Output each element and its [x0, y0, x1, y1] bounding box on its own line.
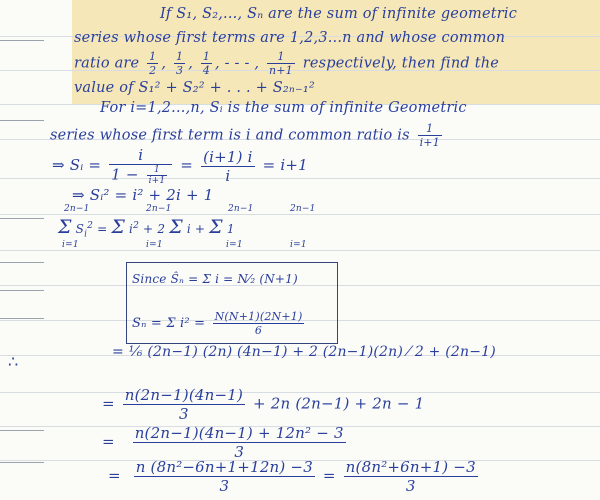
sum-expansion: 2n−1 Σ $S_i^2$ = 2n−1 Σ $i^2 + 2$ 2n−1 Σ i + 2n−1 Σ 1 i=1 i=1 i=1 i=1: [58, 204, 316, 250]
margin-tick: [0, 290, 44, 291]
si-fraction: i 1 − $\frac{1}{i+1}$: [109, 146, 172, 186]
solution-line-1: For i=1,2...,n, Sᵢ is the sum of infinite Geometric: [100, 100, 467, 116]
ruled-line: [0, 214, 600, 215]
margin-tick: [0, 430, 44, 431]
since-label: Since: [132, 272, 167, 286]
expansion-4b-fraction: $\frac{\text{n(8n²+6n+1) −3}}{3}$: [345, 458, 476, 495]
margin-tick: [0, 120, 44, 121]
margin-tick: [0, 318, 44, 319]
ruled-line: [0, 250, 600, 251]
margin-tick: [0, 40, 44, 41]
expansion-3-fraction: $\frac{\text{n(2n−1)(4n−1) + 12n² − 3}}{3}$: [134, 424, 344, 461]
question-line-4: value of S₁² + S₂² + . . . + S₂ₙ₋₁²: [74, 80, 315, 96]
expansion-2-fraction: $\frac{n(2n-1)(4n-1)}{3}$: [124, 386, 244, 423]
si-result: = i+1: [262, 156, 308, 174]
expansion-line-4: = $\frac{\text{n (8n²−6n+1+12n) −3}}{3}$ = $\frac{\text{n(8n²+6n+1) −3}}{3}$: [108, 458, 476, 495]
solution-line-2: [50, 122, 445, 149]
expansion-4a-fraction: $\frac{\text{n (8n²−6n+1+12n) −3}}{3}$: [135, 458, 313, 495]
sn-lhs: Sₙ = Σ i² =: [132, 316, 206, 331]
ratio-suffix: respectively, then find the: [302, 55, 500, 72]
therefore-mark: ∴: [8, 352, 19, 371]
si-fraction-2: $\frac{(i+1) i}{i}$: [203, 147, 253, 185]
si-squared-step: ⇒ Sᵢ² = i² + 2i + 1: [72, 186, 214, 204]
question-line-2: series whose first terms are 1,2,3...n and whose common: [74, 30, 506, 46]
fraction-third: $\frac{1}{3}$: [175, 50, 184, 77]
expansion-line-3: = $\frac{\text{n(2n−1)(4n−1) + 12n² − 3}}{3}$: [102, 424, 344, 461]
question-line-3: ratio are $\frac{1}{2}$ , $\frac{1}{3}$ , $\frac{1}{4}$ , - - - , $\frac{1}{n+1}$ respectively, then find the: [74, 50, 500, 77]
margin-tick: [0, 218, 44, 219]
margin-tick: [0, 262, 44, 263]
since-formula: [132, 272, 298, 286]
question-line-1: If S₁, S₂,..., Sₙ are the sum of infinite geometric: [160, 6, 518, 22]
fraction-half: $\frac{1}{2}$: [149, 50, 157, 77]
si-lhs: ⇒ Sᵢ =: [52, 156, 102, 174]
sn-formula: [132, 310, 307, 337]
ratio-label: ratio are: [74, 55, 140, 72]
ratio-fraction: $\frac{1}{i+1}$: [419, 122, 440, 149]
margin-tick: [0, 462, 44, 463]
sn-fraction: $\frac{N(N+1)(2N+1)}{6}$: [214, 310, 303, 337]
fraction-general: $\frac{1}{n+1}$: [268, 50, 293, 77]
expansion-2-rest: + 2n (2n−1) + 2n − 1: [253, 394, 425, 413]
sum-i-formula: Ŝₙ = Σ i = N⁄₂ (N+1): [170, 272, 298, 286]
si-step: ⇒ Sᵢ = i 1 − $\frac{1}{i+1}$ = $\frac{(i+1) i}{i}$ = i+1: [52, 146, 308, 186]
expansion-line-1: = ¹⁄₆ (2n−1) (2n) (4n−1) + 2 (2n−1)(2n) ⁄ 2 + (2n−1): [112, 344, 496, 360]
solution-line-2-text: series whose first term is i and common ratio is: [50, 127, 410, 144]
fraction-quarter: $\frac{1}{4}$: [202, 50, 211, 77]
expansion-line-2: = $\frac{n(2n-1)(4n-1)}{3}$ + 2n (2n−1) + 2n − 1: [102, 386, 425, 423]
